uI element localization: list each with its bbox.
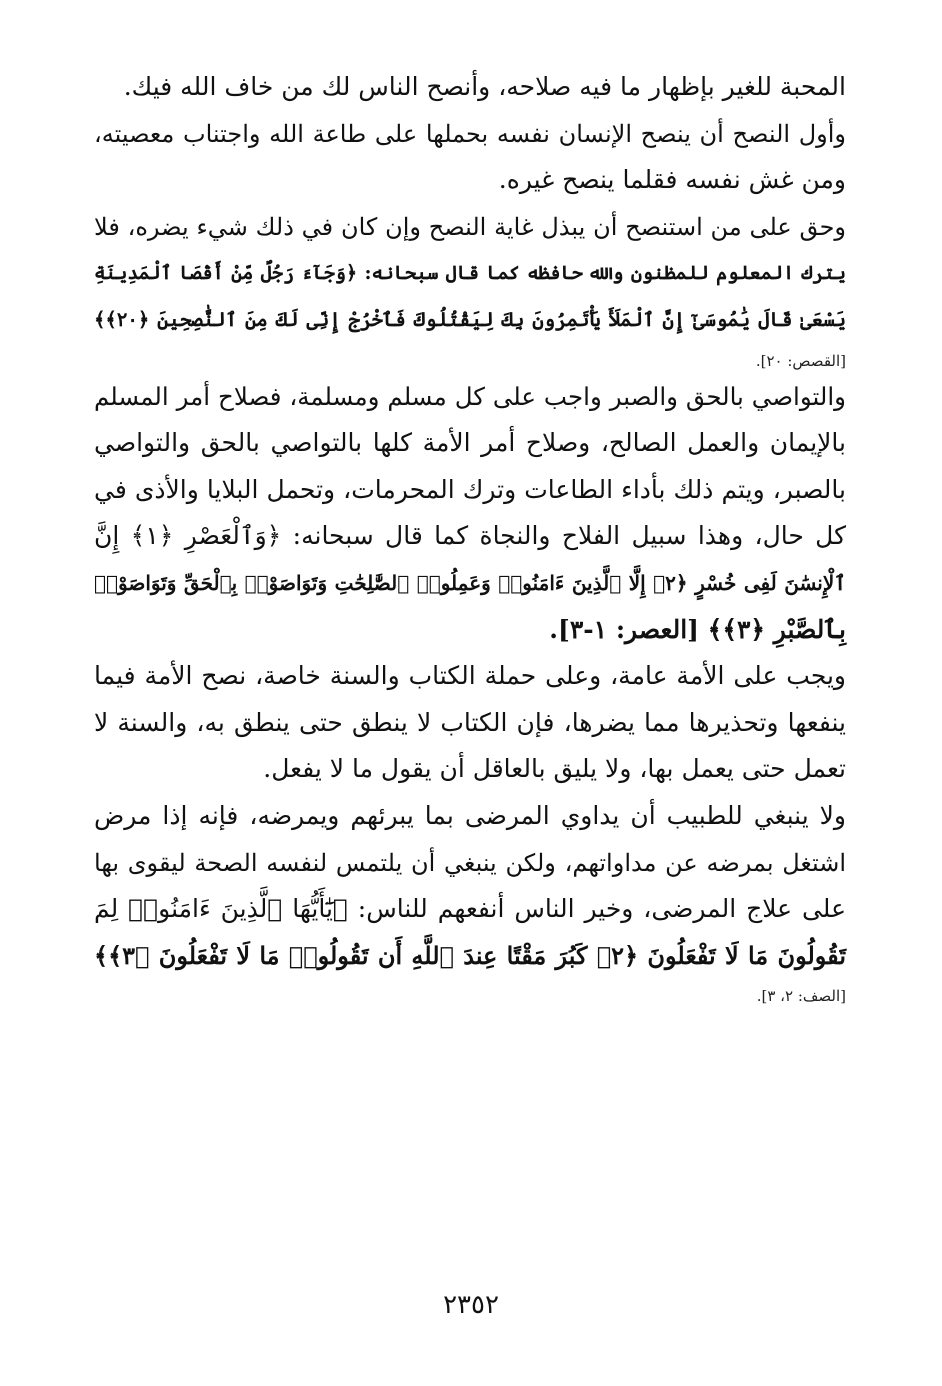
paragraph — [94, 64, 846, 111]
page-number: ٢٣٥٢ — [443, 1290, 499, 1320]
paragraph — [94, 793, 846, 1007]
text-line: تعمل حتى يعمل بها، ولا يليق بالعاقل أن يقول ما لا يفعل. — [263, 754, 846, 784]
text-line: بالصبر، ويتم ذلك بأداء الطاعات وترك المحرمات، وتحمل البلايا والأذى في — [94, 474, 846, 504]
text-line: والتواصي بالحق والصبر واجب على كل مسلم ومسلمة، فصلاح أمر المسلم — [94, 381, 846, 411]
paragraph — [94, 374, 846, 654]
text-line: وأول النصح أن ينصح الإنسان نفسه بحملها على طاعة الله واجتناب معصيته، — [94, 119, 846, 148]
quran-verse-line: ٱلْإِنسَٰنَ لَفِى خُسْرٍ ﴿٢﴾ إِلَّا ٱلَّذِينَ ءَامَنُوا۟ وَعَمِلُوا۟ ٱلصَّٰلِحَٰتِ وَتَوَاصَوْا۟ بِٱلْحَقِّ وَتَوَاصَوْا۟ — [94, 570, 846, 595]
text-line: ومن غش نفسه فقلما ينصح غيره. — [498, 165, 846, 195]
text-line: يترك المعلوم للمظنون والله حافظه كما قال سبحانه: ﴿وَجَآءَ رَجُلٌ مِّنْ أَقْصَا ٱلْمَدِينَةِ — [94, 262, 846, 285]
paragraph — [94, 111, 846, 204]
text-line: المحبة للغير بإظهار ما فيه صلاحه، وأنصح الناس لك من خاف الله فيك. — [123, 72, 846, 101]
text-line: ينفعها وتحذيرها مما يضرها، فإن الكتاب لا ينطق حتى ينطق به، والسنة لا — [94, 707, 846, 737]
text-line: على علاج المرضى، وخير الناس أنفعهم للناس: ﴿يَٰٓأَيُّهَا ٱلَّذِينَ ءَامَنُوا۟ لِمَ — [94, 894, 846, 924]
verse-reference: [القصص: ٢٠]. — [755, 351, 846, 370]
main-text — [94, 64, 846, 1009]
paragraph — [94, 204, 846, 372]
quran-verse-line: يَسْعَىٰ قَالَ يَٰمُوسَىٰٓ إِنَّ ٱلْمَلَأَ يَأْتَمِرُونَ بِكَ لِيَقْتُلُوكَ فَٱخْرُجْ إِنِّى لَكَ مِنَ ٱلنَّٰصِحِينَ ﴿٢٠﴾﴾ — [94, 307, 846, 331]
quran-verse-line: تَقُولُونَ مَا لَا تَفْعَلُونَ ﴿٢﴾ كَبُرَ مَقْتًا عِندَ ٱللَّهِ أَن تَقُولُوا۟ مَا لَا تَفْعَلُونَ ﴿٣﴾﴾ — [94, 940, 846, 970]
text-line: وحق على من استنصح أن يبذل غاية النصح وإن كان في ذلك شيء يضره، فلا — [94, 212, 846, 241]
text-line: ويجب على الأمة عامة، وعلى حملة الكتاب والسنة خاصة، نصح الأمة فيما — [94, 661, 846, 691]
text-line: بالإيمان والعمل الصالح، وصلاح أمر الأمة كلها بالتواصي بالحق والتواصي — [94, 428, 846, 458]
verse-reference: [الصف: ٢، ٣]. — [756, 987, 846, 1006]
text-line: كل حال، وهذا سبيل الفلاح والنجاة كما قال سبحانه: ﴿وَٱلْعَصْرِ ﴿١﴾ إِنَّ — [94, 521, 846, 551]
quran-verse-line: بِٱلصَّبْرِ ﴿٣﴾﴾ [العصر: ١-٣]. — [549, 614, 846, 644]
text-line: اشتغل بمرضه عن مداواتهم، ولكن ينبغي أن يلتمس لنفسه الصحة ليقوى بها — [94, 848, 846, 877]
paragraph — [94, 653, 846, 793]
text-line: ولا ينبغي للطبيب أن يداوي المرضى بما يبرئهم ويمرضه، فإنه إذا مرض — [94, 800, 846, 830]
